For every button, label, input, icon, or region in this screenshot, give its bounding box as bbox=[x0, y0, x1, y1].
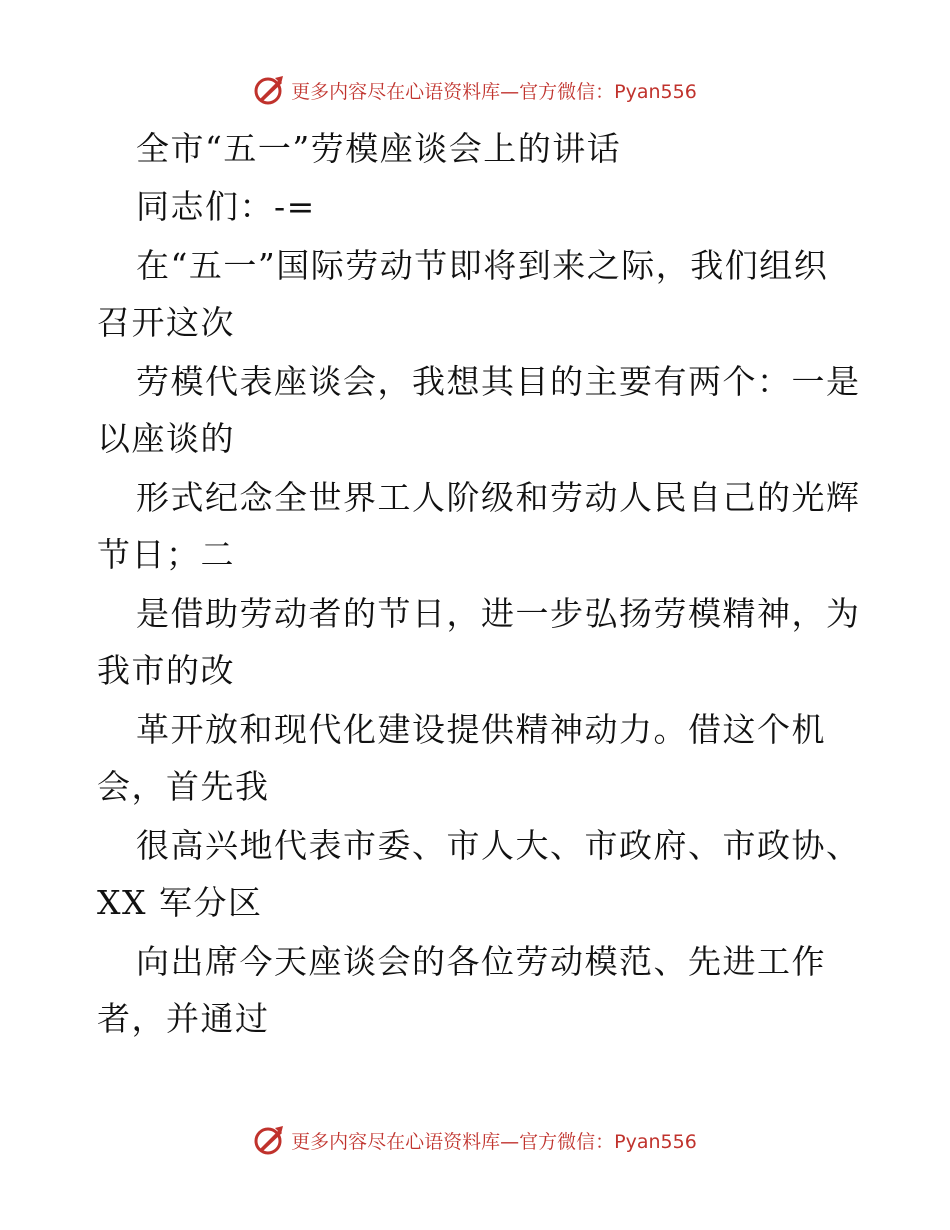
document-title: 全市“五一”劳模座谈会上的讲话 bbox=[136, 129, 622, 168]
quill-logo-icon bbox=[253, 1124, 285, 1156]
paragraph-line: 革开放和现代化建设提供精神动力。借这个机 bbox=[136, 710, 826, 749]
watermark-text: 更多内容尽在心语资料库—官方微信：Pyan556 bbox=[291, 1130, 697, 1153]
paragraph-line: 是借助劳动者的节日，进一步弘扬劳模精神，为 bbox=[136, 594, 861, 633]
salutation: 同志们：-= bbox=[136, 187, 316, 226]
paragraph-line: 向出席今天座谈会的各位劳动模范、先进工作 bbox=[136, 942, 826, 981]
paragraph-line: 在“五一”国际劳动节即将到来之际，我们组织 bbox=[136, 246, 829, 285]
paragraph-line: XX 军分区 bbox=[97, 883, 263, 922]
watermark-text: 更多内容尽在心语资料库—官方微信：Pyan556 bbox=[291, 80, 697, 103]
paragraph-line: 会，首先我 bbox=[97, 767, 270, 806]
paragraph-line: 者，并通过 bbox=[97, 999, 270, 1038]
paragraph-line: 节日；二 bbox=[97, 535, 235, 574]
paragraph-line: 召开这次 bbox=[97, 303, 235, 342]
paragraph-line: 形式纪念全世界工人阶级和劳动人民自己的光辉 bbox=[136, 478, 861, 517]
paragraph-line: 很高兴地代表市委、市人大、市政府、市政协、 bbox=[136, 826, 861, 865]
paragraph-line: 劳模代表座谈会，我想其目的主要有两个：一是 bbox=[136, 362, 861, 401]
quill-logo-icon bbox=[253, 74, 285, 106]
header-watermark-banner bbox=[0, 70, 950, 110]
paragraph-line: 以座谈的 bbox=[97, 419, 235, 458]
footer-watermark-banner bbox=[0, 1120, 950, 1160]
paragraph-line: 我市的改 bbox=[97, 651, 235, 690]
